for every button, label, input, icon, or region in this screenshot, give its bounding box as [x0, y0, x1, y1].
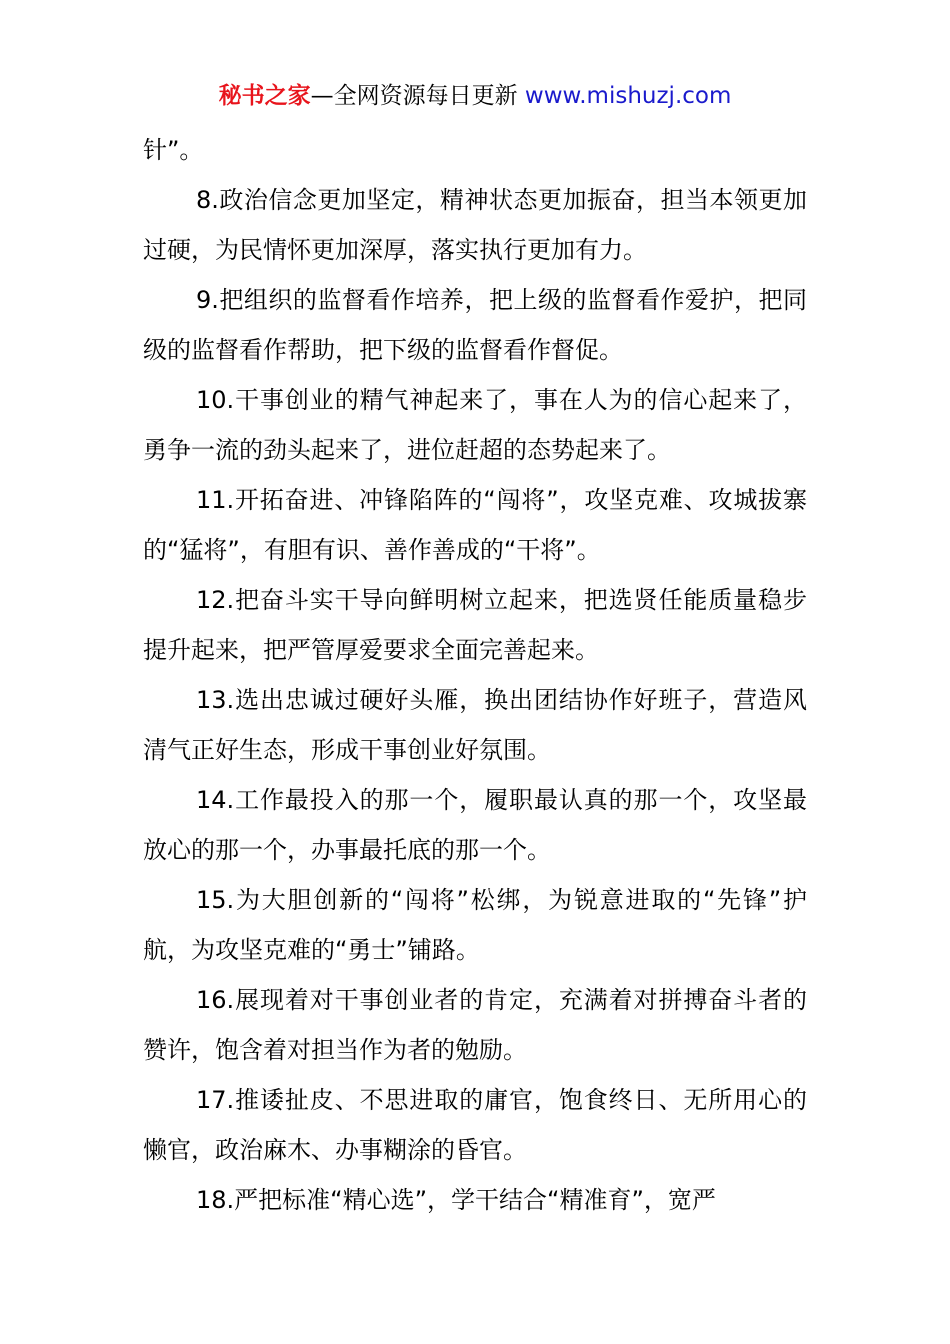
- list-item-15: 15.为大胆创新的“闯将”松绑，为锐意进取的“先锋”护航，为攻坚克难的“勇士”铺路。: [143, 886, 807, 964]
- list-item-16: 16.展现着对干事创业者的肯定，充满着对拼搏奋斗者的赞许，饱含着对担当作为者的勉励。: [143, 986, 807, 1064]
- list-item-13: 13.选出忠诚过硬好头雁，换出团结协作好班子，营造风清气正好生态，形成干事创业好氛围。: [143, 686, 807, 764]
- site-tagline: —全网资源每日更新: [310, 83, 518, 109]
- list-item-8: 8.政治信念更加坚定，精神状态更加振奋，担当本领更加过硬，为民情怀更加深厚，落实执行更加有力。: [143, 186, 807, 264]
- list-item-10: 10.干事创业的精气神起来了，事在人为的信心起来了，勇争一流的劲头起来了，进位赶超的态势起来了。: [143, 386, 807, 464]
- site-header: [0, 80, 950, 112]
- list-item-14: 14.工作最投入的那一个，履职最认真的那一个，攻坚最放心的那一个，办事最托底的那一个。: [143, 786, 807, 864]
- list-item-11: 11.开拓奋进、冲锋陷阵的“闯将”，攻坚克难、攻城拔寨的“猛将”，有胆有识、善作善成的“干将”。: [143, 486, 807, 564]
- paragraph-continuation: 针”。: [143, 136, 204, 164]
- site-url-link[interactable]: www.mishuzj.com: [524, 83, 732, 109]
- site-brand: 秘书之家: [218, 83, 311, 109]
- list-item-9: 9.把组织的监督看作培养，把上级的监督看作爱护，把同级的监督看作帮助，把下级的监督看作督促。: [143, 286, 807, 364]
- list-item-12: 12.把奋斗实干导向鲜明树立起来，把选贤任能质量稳步提升起来，把严管厚爱要求全面完善起来。: [143, 586, 807, 664]
- list-item-17: 17.推诿扯皮、不思进取的庸官，饱食终日、无所用心的懒官，政治麻木、办事糊涂的昏官。: [143, 1086, 807, 1164]
- list-item-18: 18.严把标准“精心选”，学干结合“精准育”，宽严: [196, 1186, 716, 1214]
- document-body: [143, 125, 807, 1225]
